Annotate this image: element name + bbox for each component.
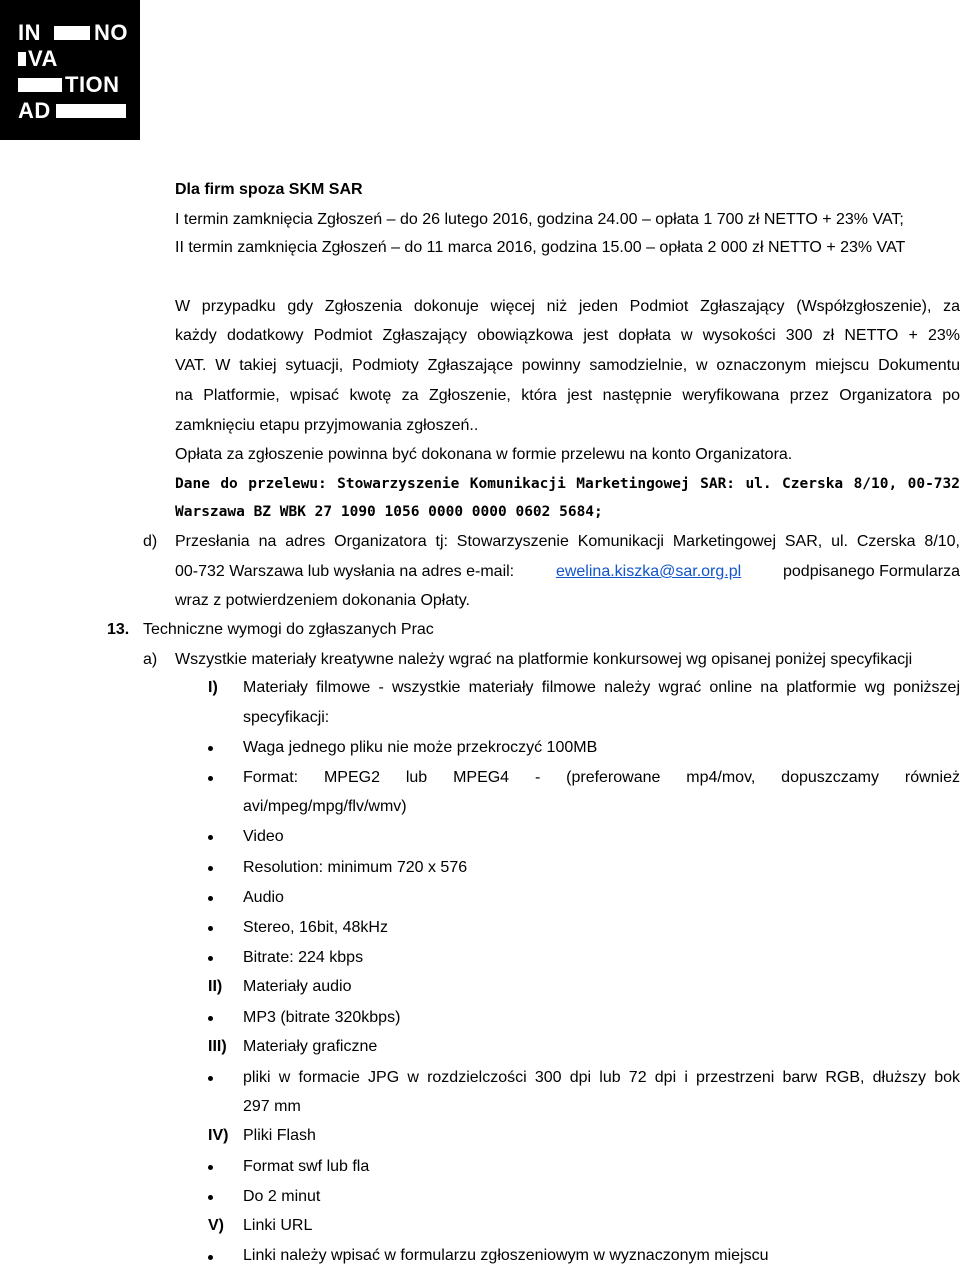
bullet-dot <box>208 956 213 961</box>
links-marker: V) <box>208 1217 224 1234</box>
item-d-marker: d) <box>143 533 158 550</box>
item-d-line-2 <box>175 562 960 582</box>
bullet-dot <box>208 1195 213 1200</box>
para-line-4: na Platformie, wpisać kwotę za Zgłoszenie, która jest następnie weryfikowana przez Organizatora po <box>175 387 960 404</box>
item-d-line-3: wraz z potwierdzeniem dokonania Opłaty. <box>175 592 470 609</box>
film-bullet-5: Audio <box>243 889 284 906</box>
bullet-dot <box>208 1076 213 1081</box>
flash-title: Pliki Flash <box>243 1127 316 1144</box>
email-link[interactable]: ewelina.kiszka@sar.org.pl <box>555 563 742 580</box>
film-line-1: Materiały filmowe - wszystkie materiały filmowe należy wgrać online na platformie wg poniższej <box>243 679 960 696</box>
flash-marker: IV) <box>208 1127 229 1144</box>
film-bullet-6: Stereo, 16bit, 48kHz <box>243 919 388 936</box>
bullet-dot <box>208 1016 213 1021</box>
film-bullet-1: Waga jednego pliku nie może przekroczyć 100MB <box>243 739 598 756</box>
audio-title: Materiały audio <box>243 978 352 995</box>
para-line-3: VAT. W takiej sytuacji, Podmioty Zgłaszające powinny samodzielnie, w oznaczonym miejscu Dokumentu <box>175 357 960 374</box>
deadline-1: I termin zamknięcia Zgłoszeń – do 26 lutego 2016, godzina 24.00 – opłata 1 700 zł NETTO + 23% VAT; <box>175 211 904 228</box>
item-a-marker: a) <box>143 651 158 668</box>
transfer-details-line-1: Dane do przelewu: Stowarzyszenie Komunikacji Marketingowej SAR: ul. Czerska 8/10, 00-732 <box>175 476 960 492</box>
bullet-dot <box>208 866 213 871</box>
flash-bullet-1: Format swf lub fla <box>243 1158 370 1175</box>
film-bullet-3: Video <box>243 828 284 845</box>
film-bullet-7: Bitrate: 224 kbps <box>243 949 364 966</box>
audio-bullet-1: MP3 (bitrate 320kbps) <box>243 1009 401 1026</box>
links-bullet-1: Linki należy wpisać w formularzu zgłoszeniowym w wyznaczonym miejscu <box>243 1247 769 1264</box>
flash-bullet-2: Do 2 minut <box>243 1188 321 1205</box>
bullet-dot <box>208 926 213 931</box>
item-d-line-1: Przesłania na adres Organizatora tj: Stowarzyszenie Komunikacji Marketingowej SAR, ul. Czerska 8/10, <box>175 533 960 550</box>
graphic-bullet-1-line-2: 297 mm <box>243 1098 301 1115</box>
film-bullet-4: Resolution: minimum 720 x 576 <box>243 859 468 876</box>
logo-row-3: TION <box>18 74 128 96</box>
graphic-marker: III) <box>208 1038 227 1055</box>
bullet-dot <box>208 835 213 840</box>
section-13-title: Techniczne wymogi do zgłaszanych Prac <box>143 621 434 638</box>
para-line-2: każdy dodatkowy Podmiot Zgłaszający obowiązkowa jest dopłata w wysokości 300 zł NETTO + 23% <box>175 327 960 344</box>
graphic-title: Materiały graficzne <box>243 1038 378 1055</box>
film-bullet-2-line-1: Format: MPEG2 lub MPEG4 - (preferowane mp4/mov, dopuszczamy również <box>243 769 960 786</box>
bullet-dot <box>208 896 213 901</box>
bullet-dot <box>208 776 213 781</box>
graphic-bullet-1-line-1: pliki w formacie JPG w rozdzielczości 300 dpi lub 72 dpi i przestrzeni barw RGB, dłuższy bok <box>243 1069 960 1086</box>
innovation-ad-logo <box>0 0 140 140</box>
bullet-dot <box>208 1165 213 1170</box>
para-line-6: Opłata za zgłoszenie powinna być dokonana w formie przelewu na konto Organizatora. <box>175 446 793 463</box>
audio-marker: II) <box>208 978 223 995</box>
film-line-2: specyfikacji: <box>243 709 330 726</box>
film-marker: I) <box>208 679 218 696</box>
item-a-text: Wszystkie materiały kreatywne należy wgrać na platformie konkursowej wg opisanej poniżej specyfikacji <box>175 651 913 668</box>
logo-row-2: VA <box>18 48 128 70</box>
logo-row-1: IN NO <box>18 20 128 45</box>
transfer-details-line-2: Warszawa BZ WBK 27 1090 1056 0000 0000 0602 5684; <box>175 504 603 520</box>
deadline-2: II termin zamknięcia Zgłoszeń – do 11 marca 2016, godzina 15.00 – opłata 2 000 zł NETTO + 23% VAT <box>175 239 906 256</box>
para-line-5: zamknięciu etapu przyjmowania zgłoszeń.. <box>175 417 479 434</box>
section-13-number: 13. <box>107 621 130 638</box>
film-bullet-2-line-2: avi/mpeg/mpg/flv/wmv) <box>243 798 407 815</box>
item-d-line-2-start: 00-732 Warszawa lub wysłania na adres e-mail: <box>175 563 515 580</box>
item-d-line-2-end: podpisanego Formularza <box>783 563 960 580</box>
logo-row-4: AD <box>18 100 128 122</box>
bullet-dot <box>208 746 213 751</box>
bullet-dot <box>208 1255 213 1260</box>
para-line-1: W przypadku gdy Zgłoszenia dokonuje więcej niż jeden Podmiot Zgłaszający (Współzgłoszenie), za <box>175 298 960 315</box>
links-title: Linki URL <box>243 1217 313 1234</box>
section-title: Dla firm spoza SKM SAR <box>175 181 363 198</box>
